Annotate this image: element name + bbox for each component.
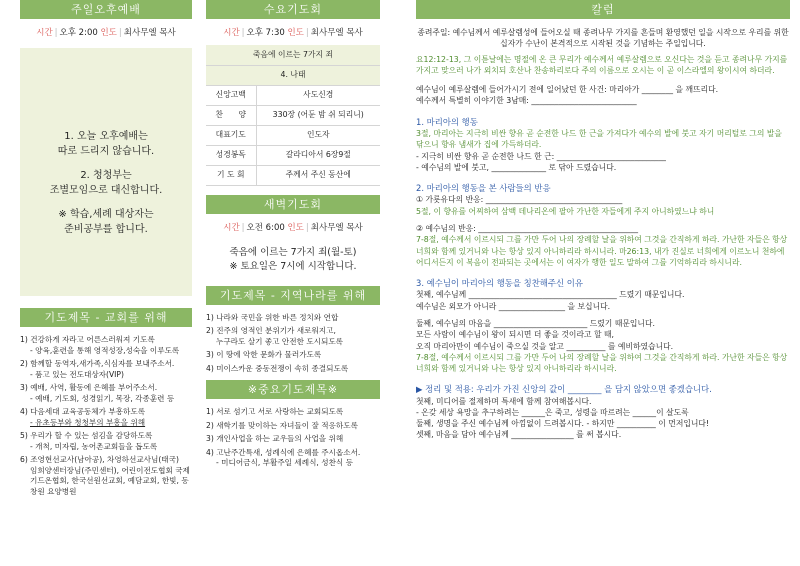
section-3-line-b2: 모든 사람이 예수님이 왕이 되시면 더 좋을 것이라고 할 때, <box>416 330 615 340</box>
prayer-item <box>206 407 380 417</box>
prayer-item-sub: - 양육,훈련을 통해 영적성장,성숙을 이루도록 <box>30 345 180 355</box>
notice-2-line1: 2. 청청부는 <box>80 170 132 182</box>
leader-label: 인도 <box>287 28 304 38</box>
prayer-item-main: 3) 이 땅에 악한 문화가 물러가도록 <box>206 350 322 360</box>
apply-line-4: 셋째, 마음을 담아 예수님께 ________________ 를 써 봅시다. <box>416 430 622 440</box>
notice-2-line2: 조별모임으로 대신합니다. <box>49 184 163 196</box>
order-subtitle: 4. 나태 <box>206 65 380 85</box>
prayer-item-main: 2) 함께할 동역자,새가족,식심자를 보내주소서. <box>20 359 175 369</box>
prayer-item <box>20 359 192 380</box>
leader-label: 인도 <box>100 28 117 38</box>
church-prayer-header: 기도제목 - 교회를 위해 <box>20 308 192 327</box>
notice-2 <box>20 169 192 198</box>
prayer-item <box>20 335 192 356</box>
leader-value: 최사무엘 목사 <box>310 28 363 38</box>
section-2-title: 2. 마리아의 행동을 본 사람들의 반응 <box>416 183 551 194</box>
section-2-verse-2: 7-8절, 예수께서 이르시되 그를 가만 두어 나의 장례할 날을 위하여 그것을 간직하게 하라. 가난한 자들은 항상 너희와 함께 있거니와 나는 항상 있지 아니하리라 하시니라. 마26:13, 내가 진실로 너희에게 이르노니 천하에 어디서든지 이 복음이 전파되는 곳에서는 이 여자가 행한 일도 말하여 그를 기억하리라 하시니라. <box>416 235 788 267</box>
prayer-item-main: 1) 건강하게 자라고 어른스러워져 기도록 <box>20 335 155 345</box>
prayer-item <box>20 455 192 497</box>
prayer-item-sub: - 개척, 미자립, 농어촌교회들을 돕도록 <box>30 441 158 451</box>
prayer-item-sub: 누구라도 살기 좋고 안전한 도시되도록 <box>216 336 344 346</box>
church-prayer-list <box>20 335 192 497</box>
apply-title: ▶ 정리 및 적용: 우리가 가진 신앙의 값이 ________ 을 담지 않았으면 좋겠습니다. <box>416 384 712 395</box>
prayer-item-main: 2) 새학기를 맞이하는 자녀들이 잘 적응하도록 <box>206 420 358 430</box>
order-row-label: 찬 양 <box>206 105 256 125</box>
prayer-item-sub: - 유초등부와 청청부의 부흥을 위해 <box>30 417 146 427</box>
column-verse: 요12:12-13, 그 이튿날에는 명절에 온 큰 무리가 예수께서 예루살렘으로 오신다는 것을 듣고 종려나무 가지를 가지고 맞으러 나가 외치되 호산나 찬송하리로다 주의 이름으로 오시는 이 곧 이스라엘의 왕이시여 하더라. <box>416 54 788 75</box>
dawn-header: 새벽기도회 <box>206 195 380 214</box>
notice-3-line1: ※ 학습,세례 대상자는 <box>58 209 154 221</box>
order-row-label: 기 도 회 <box>206 165 256 185</box>
dawn-line-1: 죽음에 이르는 7가지 죄(월-토) <box>229 247 357 259</box>
separator: | <box>241 28 245 38</box>
section-2-verse: 5절, 이 향유를 어찌하여 삼백 데나리온에 팔아 가난한 자들에게 주지 아니하였느냐 하니 <box>416 206 715 216</box>
prayer-item-main: 4) 다음세대 교육공동체가 부흥하도록 <box>20 407 146 417</box>
dawn-info <box>206 223 380 234</box>
section-1-title: 1. 마리아의 행동 <box>416 116 478 127</box>
order-title: 죽음에 이르는 7가지 죄 <box>206 45 380 65</box>
time-label: 시간 <box>36 28 53 38</box>
order-row-value: 인도자 <box>256 125 380 145</box>
leader-label: 인도 <box>287 222 304 233</box>
apply-line-2: - 온갖 세상 욕망을 추구하려는 ______은 죽고, 성령을 따르려는 ______이 살도록 <box>416 407 689 417</box>
order-row-label: 성경봉독 <box>206 145 256 165</box>
sunday-pm-header: 주일오후예배 <box>20 0 192 19</box>
time-label: 시간 <box>223 28 240 38</box>
order-row <box>206 105 380 125</box>
section-3-verse: 7-8절, 예수께서 이르시되 그를 가만 두어 나의 장례할 날을 위하여 그것을 간직하게 하라. 가난한 자들은 항상 너희와 함께 있거니와 나는 항상 있지 아니하리라 하시니라. <box>416 352 788 374</box>
left-column <box>20 0 192 500</box>
prayer-item <box>20 431 192 452</box>
time-value: 오후 2:00 <box>59 28 98 38</box>
order-row-label: 대표기도 <box>206 125 256 145</box>
notice-3-line2: 준비공부를 합니다. <box>64 223 148 235</box>
prayer-item-sub: - 품고 있는 전도대상자(VIP) <box>30 369 124 379</box>
wednesday-order-table <box>206 45 380 186</box>
leader-value: 최사무엘 목사 <box>123 28 176 38</box>
wednesday-info <box>206 28 380 39</box>
order-row <box>206 85 380 105</box>
time-label: 시간 <box>223 222 240 233</box>
nation-prayer-list <box>206 313 380 374</box>
apply-line-3: 둘째, 생명을 주신 예수님께 아낌없이 드려봅시다. - 하지만 __________ 이 먼저입니다! <box>416 419 710 429</box>
order-row-value: 주께서 주신 동산에 <box>256 165 380 185</box>
sunday-pm-info <box>20 28 192 39</box>
section-3-line-a: 첫째, 예수님께 ______________________________________ 드렸기 때문입니다. <box>416 290 685 300</box>
section-2-line-b: ② 예수님의 반응: _________________________________________ <box>416 223 639 233</box>
question-1b: 예수께서 특별히 이야기한 3남매: ___________________________ <box>416 96 637 106</box>
prayer-item <box>206 448 380 469</box>
column-intro: 종려주일: 예수님께서 예루살렘성에 들어오실 때 종려나무 가지를 흔들며 환영했던 일을 시작으로 우리를 위한 십자가 수난이 본격적으로 시작된 것을 기념하는 주일입니다. <box>417 28 789 49</box>
important-prayer-header: ※중요기도제목※ <box>206 380 380 399</box>
prayer-item-main: 1) 나라와 국민을 위한 바른 정치와 연합 <box>206 312 339 322</box>
dawn-line-2: ※ 토요일은 7시에 시작합니다. <box>229 261 357 273</box>
separator: | <box>54 28 58 38</box>
prayer-item-sub: - 미디어금식, 부활주일 세례식, 성찬식 등 <box>216 458 354 468</box>
time-value: 오후 7:30 <box>246 28 285 38</box>
important-prayer-list <box>206 407 380 468</box>
column-article <box>416 0 790 441</box>
nation-prayer-header: 기도제목 - 지역나라를 위해 <box>206 286 380 305</box>
order-subtitle-row <box>206 65 380 85</box>
order-row-value: 330장 (어둔 밤 쉬 되리니) <box>256 105 380 125</box>
separator: | <box>118 28 122 38</box>
prayer-item <box>206 326 380 347</box>
section-3-line-b3: 오직 마리아만이 예수님이 죽으실 것을 알고 __________ 를 예비하였습니다. <box>416 341 674 351</box>
order-row <box>206 145 380 165</box>
prayer-item-main: 3) 예배, 사역, 활동에 은혜를 부어주소서. <box>20 383 158 393</box>
order-row <box>206 125 380 145</box>
section-2-line-a: ① 가룟유다의 반응: ___________________________________ <box>416 195 623 205</box>
order-row-label: 신앙고백 <box>206 85 256 105</box>
order-row-value: 갈라디아서 6장9절 <box>256 145 380 165</box>
wednesday-header: 수요기도회 <box>206 0 380 19</box>
prayer-item <box>20 383 192 404</box>
prayer-item-main: 4) 미이스카운 중동전쟁이 속히 종결되도록 <box>206 363 349 373</box>
notice-1-line2: 따로 드리지 않습니다. <box>57 145 155 157</box>
prayer-item-main: 4) 고난주간특새, 성례식에 은혜를 주시옵소서. <box>206 447 361 457</box>
section-3-title: 3. 예수님이 마리아의 행동을 칭찬해주신 이유 <box>416 278 583 289</box>
prayer-item-sub: - 예배, 기도회, 성경읽기, 목장, 각종훈련 등 <box>30 393 175 403</box>
prayer-item <box>206 421 380 431</box>
prayer-item-main: 2) 진주의 영적인 분위기가 새로워지고, <box>206 326 336 336</box>
prayer-item-main: 1) 서로 섬기고 서로 사랑하는 교회되도록 <box>206 407 344 417</box>
order-row-value: 사도신경 <box>256 85 380 105</box>
sunday-pm-notice-box <box>20 48 192 296</box>
prayer-item <box>20 407 192 428</box>
section-1-verse: 3절, 마리아는 지극히 비싼 향유 곧 순전한 나드 한 근을 가져다가 예수의 발에 붓고 자기 머리털로 그의 발을 닦으니 향유 냄새가 집에 가득하더라. <box>416 128 782 150</box>
prayer-item <box>206 364 380 374</box>
prayer-item-main: 5) 우리가 할 수 있는 섬김을 감당하도록 <box>20 431 153 441</box>
prayer-item-main: 6) 조영현선교사(남아공), 차영하선교사님(태국) <box>20 455 179 465</box>
question-1: 예수님이 예루살렘에 들어가시기 전에 일어났던 한 사건: 마리아가 ________ 을 깨뜨리다. <box>416 85 719 95</box>
separator: | <box>305 28 309 38</box>
prayer-item <box>206 350 380 360</box>
apply-line-1: 첫째, 미디어를 절제하며 특새에 함께 참여해봅시다. <box>416 396 592 406</box>
notice-1-line1: 1. 오늘 오후예배는 <box>64 131 148 143</box>
order-row <box>206 165 380 185</box>
prayer-item-sub: 임희양센터장님(주민센터), 어린이전도협회 국제기드온협회, 한국선원선교회, 예담교회, 한빛, 동창원 요양병원 <box>30 465 190 496</box>
separator: | <box>305 222 309 233</box>
section-1-line-b: - 예수님의 발에 붓고, ______________ 로 닦아 드렸습니다. <box>416 162 617 172</box>
time-value: 오전 6:00 <box>246 222 285 233</box>
prayer-item <box>206 434 380 444</box>
dawn-notice <box>206 246 380 274</box>
section-3-line-b: 둘째, 예수님의 마음을 ________________________ 드렸기 때문입니다. <box>416 318 655 328</box>
column-header: 칼럼 <box>416 0 790 19</box>
prayer-item <box>206 313 380 323</box>
section-1-line-a: - 지극히 비싼 향유 곧 순전한 나드 한 근: ____________________________ <box>416 151 666 161</box>
order-title-row <box>206 45 380 65</box>
middle-column <box>206 0 380 472</box>
leader-value: 최사무엘 목사 <box>310 222 363 233</box>
section-3-line-a2: 예수님은 외모가 아니라 _________________ 을 보십니다. <box>416 301 611 311</box>
notice-1 <box>20 130 192 159</box>
notice-3 <box>20 208 192 237</box>
prayer-item-main: 3) 개인사업을 하는 교우들의 사업을 위해 <box>206 434 344 444</box>
separator: | <box>241 222 245 233</box>
